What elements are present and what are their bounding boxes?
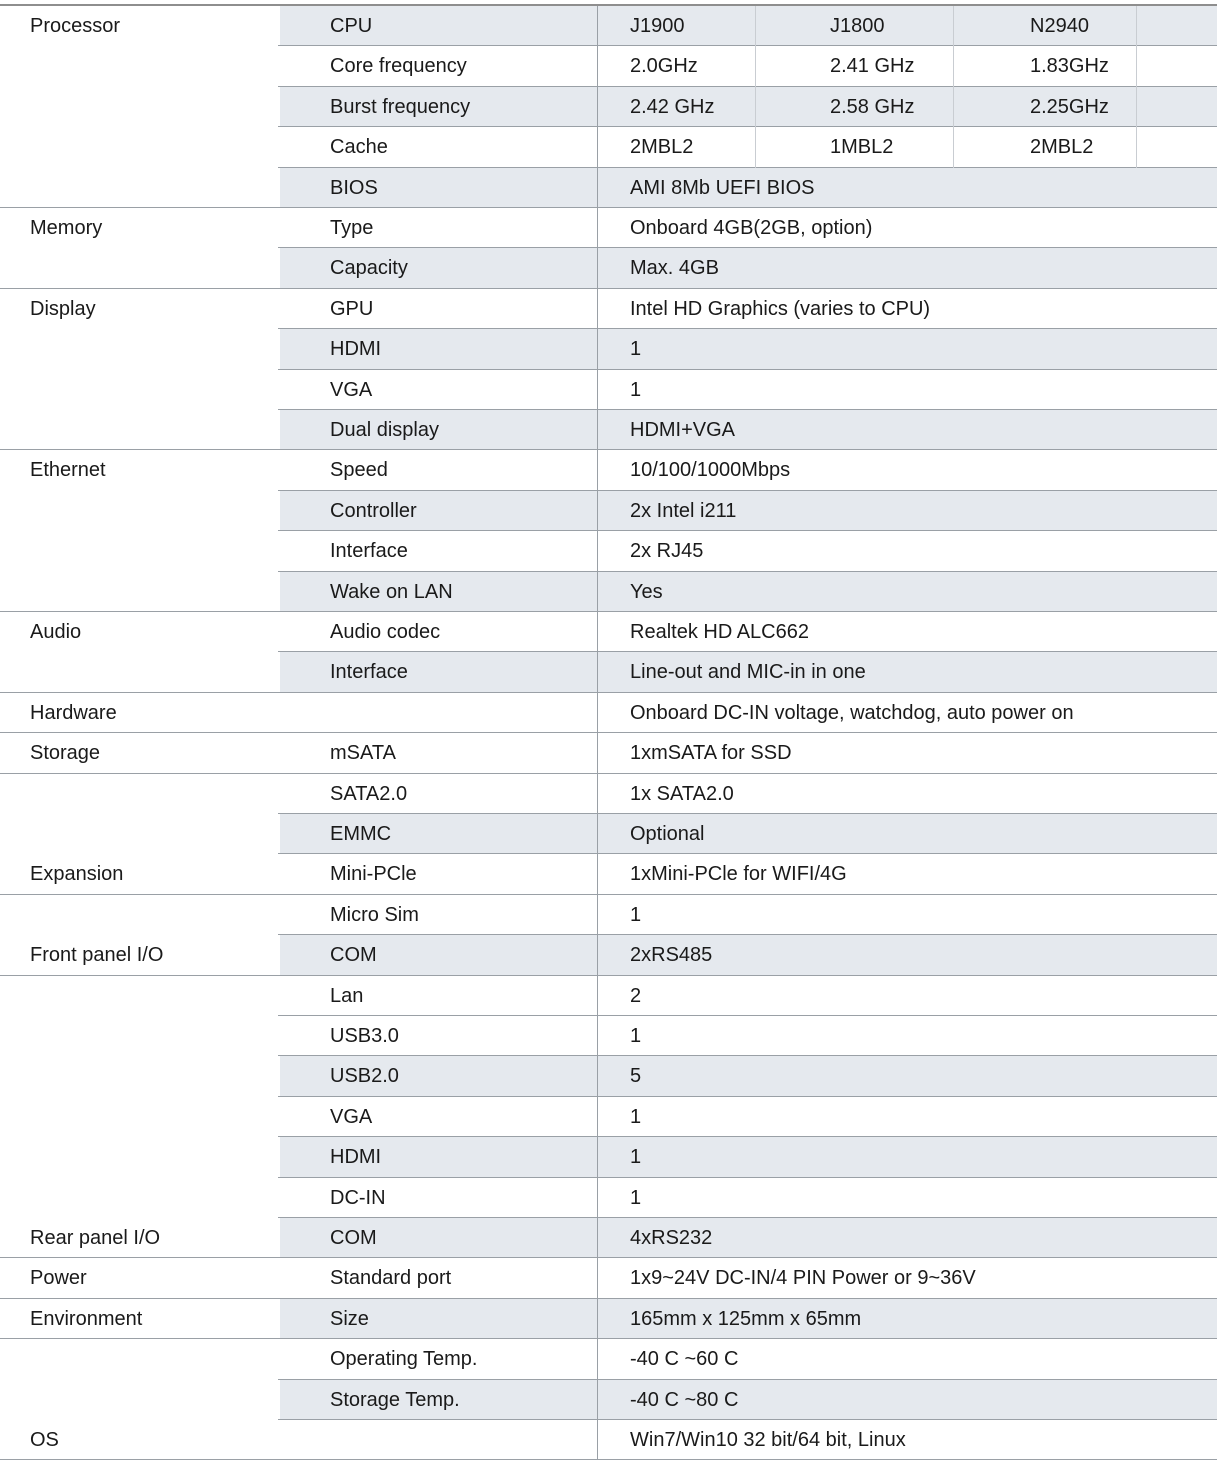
- value-cell: AMI 8Mb UEFI BIOS: [630, 177, 815, 199]
- value-cell: Intel HD Graphics (varies to CPU): [630, 298, 931, 320]
- value-cell: 1: [630, 1025, 642, 1047]
- row-rule: [0, 773, 1217, 774]
- item-micro-sim: Micro Sim: [330, 904, 419, 926]
- category-storage: Storage: [30, 742, 101, 764]
- item-mini-pcle: Mini-PCle: [330, 863, 417, 885]
- category-rear-panel-i-o: Rear panel I/O: [30, 1227, 161, 1249]
- value-cell: 1xmSATA for SSD: [630, 742, 792, 764]
- category-expansion: Expansion: [30, 863, 124, 885]
- row-shading: [280, 1218, 1217, 1258]
- value-cell: 4xRS232: [630, 1227, 713, 1249]
- row-shading: [280, 935, 1217, 976]
- row-rule: [278, 1055, 1217, 1056]
- value-cell: 1: [630, 1146, 642, 1168]
- row-rule: [278, 530, 1217, 531]
- row-rule: [0, 1257, 1217, 1258]
- value-cell: Onboard DC-IN voltage, watchdog, auto power on: [630, 702, 1074, 724]
- row-rule: [278, 1217, 1217, 1218]
- value-cell: HDMI+VGA: [630, 419, 736, 441]
- category-environment: Environment: [30, 1308, 143, 1330]
- value-cell: 2: [630, 985, 642, 1007]
- value-cell: 1: [630, 904, 642, 926]
- item-core-frequency: Core frequency: [330, 55, 467, 77]
- value-cell: Onboard 4GB(2GB, option): [630, 217, 873, 239]
- row-shading: [280, 814, 1217, 854]
- item-interface: Interface: [330, 540, 408, 562]
- item-com: COM: [330, 1227, 377, 1249]
- row-rule: [278, 1096, 1217, 1097]
- value-cell: 2MBL2: [630, 136, 694, 158]
- value-cell: Win7/Win10 32 bit/64 bit, Linux: [630, 1429, 906, 1451]
- item-burst-frequency: Burst frequency: [330, 96, 471, 118]
- item-vga: VGA: [330, 1106, 373, 1128]
- item-bios: BIOS: [330, 177, 378, 199]
- item-usb3-0: USB3.0: [330, 1025, 399, 1047]
- category-power: Power: [30, 1267, 87, 1289]
- value-cell: 2.42 GHz: [630, 96, 715, 118]
- value-cell: 2xRS485: [630, 944, 713, 966]
- row-rule: [0, 207, 1217, 208]
- item-lan: Lan: [330, 985, 364, 1007]
- row-rule: [0, 975, 1217, 976]
- item-speed: Speed: [330, 459, 388, 481]
- item-dual-display: Dual display: [330, 419, 439, 441]
- item-controller: Controller: [330, 500, 417, 522]
- value-cell: 10/100/1000Mbps: [630, 459, 791, 481]
- row-rule: [278, 490, 1217, 491]
- item-cache: Cache: [330, 136, 388, 158]
- value-cell: Yes: [630, 581, 663, 603]
- value-cell: 2.0GHz: [630, 55, 698, 77]
- value-cell: 1: [630, 1106, 642, 1128]
- item-usb2-0: USB2.0: [330, 1065, 399, 1087]
- value-cell: 2.41 GHz: [830, 55, 915, 77]
- cpu-column-divider: [1136, 6, 1137, 168]
- row-shading: [280, 491, 1217, 531]
- row-rule: [0, 1338, 1217, 1339]
- row-shading: [280, 1137, 1217, 1178]
- cpu-column-divider: [953, 6, 954, 168]
- row-rule: [278, 1015, 1217, 1016]
- value-cell: Realtek HD ALC662: [630, 621, 809, 643]
- category-ethernet: Ethernet: [30, 459, 106, 481]
- item-operating-temp: Operating Temp.: [330, 1348, 478, 1370]
- item-vga: VGA: [330, 379, 373, 401]
- row-rule: [278, 1177, 1217, 1178]
- row-rule: [0, 1298, 1217, 1299]
- category-front-panel-i-o: Front panel I/O: [30, 944, 164, 966]
- row-rule: [0, 449, 1217, 450]
- item-size: Size: [330, 1308, 369, 1330]
- row-shading: [280, 248, 1217, 289]
- value-cell: -40 C ~60 C: [630, 1348, 739, 1370]
- value-cell: 1.83GHz: [1030, 55, 1109, 77]
- category-memory: Memory: [30, 217, 103, 239]
- item-cpu: CPU: [330, 15, 373, 37]
- value-cell: 2x Intel i211: [630, 500, 737, 522]
- value-cell: J1800: [830, 15, 885, 37]
- item-gpu: GPU: [330, 298, 374, 320]
- value-cell: 1: [630, 338, 642, 360]
- row-rule: [0, 1459, 1217, 1460]
- value-cell: 1xMini-PCle for WIFI/4G: [630, 863, 847, 885]
- row-rule: [278, 813, 1217, 814]
- row-rule: [278, 369, 1217, 370]
- value-cell: Max. 4GB: [630, 257, 719, 279]
- value-cell: 1: [630, 379, 642, 401]
- value-cell: -40 C ~80 C: [630, 1389, 739, 1411]
- value-cell: 2.58 GHz: [830, 96, 915, 118]
- value-cell: J1900: [630, 15, 685, 37]
- item-interface: Interface: [330, 661, 408, 683]
- item-audio-codec: Audio codec: [330, 621, 441, 643]
- item-wake-on-lan: Wake on LAN: [330, 581, 453, 603]
- row-rule: [0, 288, 1217, 289]
- value-cell: 1MBL2: [830, 136, 894, 158]
- row-shading: [280, 1056, 1217, 1097]
- category-os: OS: [30, 1429, 59, 1451]
- item-com: COM: [330, 944, 377, 966]
- value-cell: 165mm x 125mm x 65mm: [630, 1308, 862, 1330]
- item-standard-port: Standard port: [330, 1267, 452, 1289]
- value-cell: Optional: [630, 823, 705, 845]
- value-cell: 1x SATA2.0: [630, 783, 734, 805]
- item-sata2-0: SATA2.0: [330, 783, 408, 805]
- item-type: Type: [330, 217, 374, 239]
- item-dc-in: DC-IN: [330, 1187, 386, 1209]
- cpu-column-divider: [755, 6, 756, 168]
- value-cell: 5: [630, 1065, 642, 1087]
- category-hardware: Hardware: [30, 702, 117, 724]
- value-cell: 2MBL2: [1030, 136, 1094, 158]
- value-cell: Line-out and MIC-in in one: [630, 661, 866, 683]
- row-rule: [0, 611, 1217, 612]
- item-emmc: EMMC: [330, 823, 392, 845]
- item-storage-temp: Storage Temp.: [330, 1389, 460, 1411]
- item-hdmi: HDMI: [330, 338, 382, 360]
- category-display: Display: [30, 298, 96, 320]
- item-msata: mSATA: [330, 742, 396, 764]
- item-capacity: Capacity: [330, 257, 408, 279]
- value-cell: 1x9~24V DC-IN/4 PIN Power or 9~36V: [630, 1267, 976, 1289]
- category-audio: Audio: [30, 621, 82, 643]
- category-processor: Processor: [30, 15, 121, 37]
- value-cell: 1: [630, 1187, 642, 1209]
- row-shading: [280, 329, 1217, 370]
- value-column-divider: [597, 6, 598, 1460]
- value-cell: N2940: [1030, 15, 1089, 37]
- value-cell: 2x RJ45: [630, 540, 704, 562]
- value-cell: 2.25GHz: [1030, 96, 1109, 118]
- item-hdmi: HDMI: [330, 1146, 382, 1168]
- row-rule: [0, 894, 1217, 895]
- row-rule: [278, 1136, 1217, 1137]
